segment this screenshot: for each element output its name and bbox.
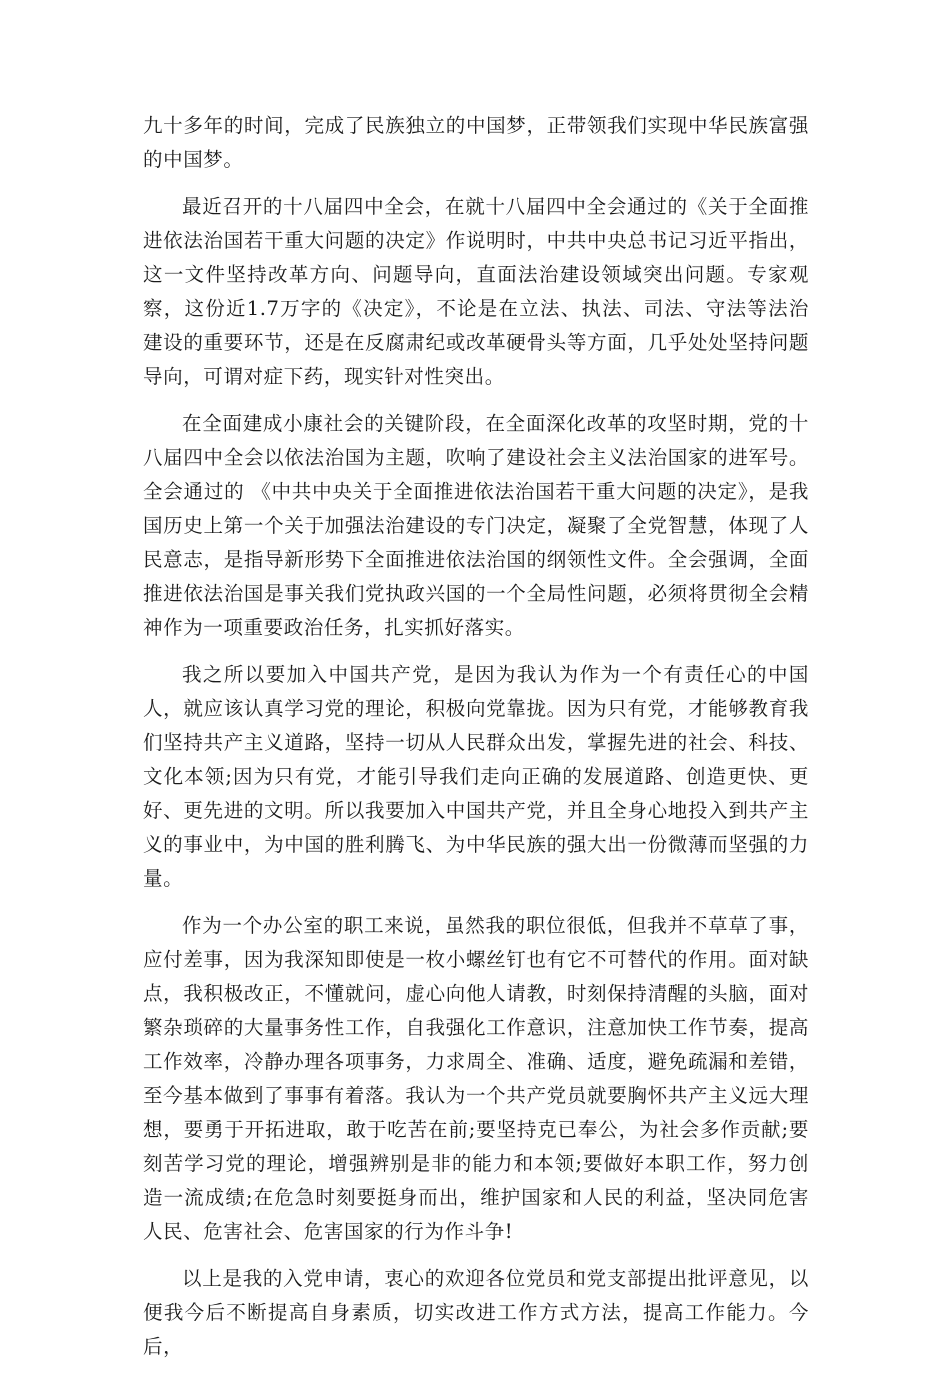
- paragraph-1: 九十多年的时间，完成了民族独立的中国梦，正带领我们实现中华民族富强的中国梦。: [143, 114, 809, 171]
- paragraph-4: 我之所以要加入中国共产党，是因为我认为作为一个有责任心的中国人，就应该认真学习党的理论，积极向党靠拢。因为只有党，才能够教育我们坚持共产主义道路，坚持一切从人民群众出发，掌握先进的社会、科技、文化本领;因为只有党，才能引导我们走向正确的发展道路、创造更快、更好、更先进的文明。所以我要加入中国共产党，并且全身心地投入到共产主义的事业中，为中国的胜利腾飞、为中华民族的强大出一份微薄而坚强的力量。: [143, 663, 809, 890]
- paragraph-2: 最近召开的十八届四中全会，在就十八届四中全会通过的《关于全面推进依法治国若干重大问题的决定》作说明时，中共中央总书记习近平指出，这一文件坚持改革方向、问题导向，直面法治建设领域突出问题。专家观察，这份近1.7万字的《决定》，不论是在立法、执法、司法、守法等法治建设的重要环节，还是在反腐肃纪或改革硬骨头等方面，几乎处处坚持问题导向，可谓对症下药，现实针对性突出。: [143, 195, 809, 388]
- document-body: [143, 109, 809, 1377]
- paragraph-3: 在全面建成小康社会的关键阶段，在全面深化改革的攻坚时期，党的十八届四中全会以依法治国为主题，吹响了建设社会主义法治国家的进军号。全会通过的 《中共中央关于全面推进依法治国若干重大问题的决定》，是我国历史上第一个关于加强法治建设的专门决定，凝聚了全党智慧，体现了人民意志，是指导新形势下全面推进依法治国的纲领性文件。全会强调，全面推进依法治国是事关我们党执政兴国的一个全局性问题，必须将贯彻全会精神作为一项重要政治任务，扎实抓好落实。: [143, 412, 809, 639]
- paragraph-6: 以上是我的入党申请，衷心的欢迎各位党员和党支部提出批评意见，以便我今后不断提高自身素质，切实改进工作方式方法，提高工作能力。今后，: [143, 1267, 809, 1358]
- paragraph-5: 作为一个办公室的职工来说，虽然我的职位很低，但我并不草草了事，应付差事，因为我深知即使是一枚小螺丝钉也有它不可替代的作用。面对缺点，我积极改正，不懂就问，虚心向他人请教，时刻保持清醒的头脑，面对繁杂琐碎的大量事务性工作，自我强化工作意识，注意加快工作节奏，提高工作效率，冷静办理各项事务，力求周全、准确、适度，避免疏漏和差错，至今基本做到了事事有着落。我认为一个共产党员就要胸怀共产主义远大理想，要勇于开拓进取，敢于吃苦在前;要坚持克已奉公，为社会多作贡献;要刻苦学习党的理论，增强辨别是非的能力和本领;要做好本职工作，努力创造一流成绩;在危急时刻要挺身而出，维护国家和人民的利益，坚决同危害人民、危害社会、危害国家的行为作斗争!: [143, 914, 809, 1243]
